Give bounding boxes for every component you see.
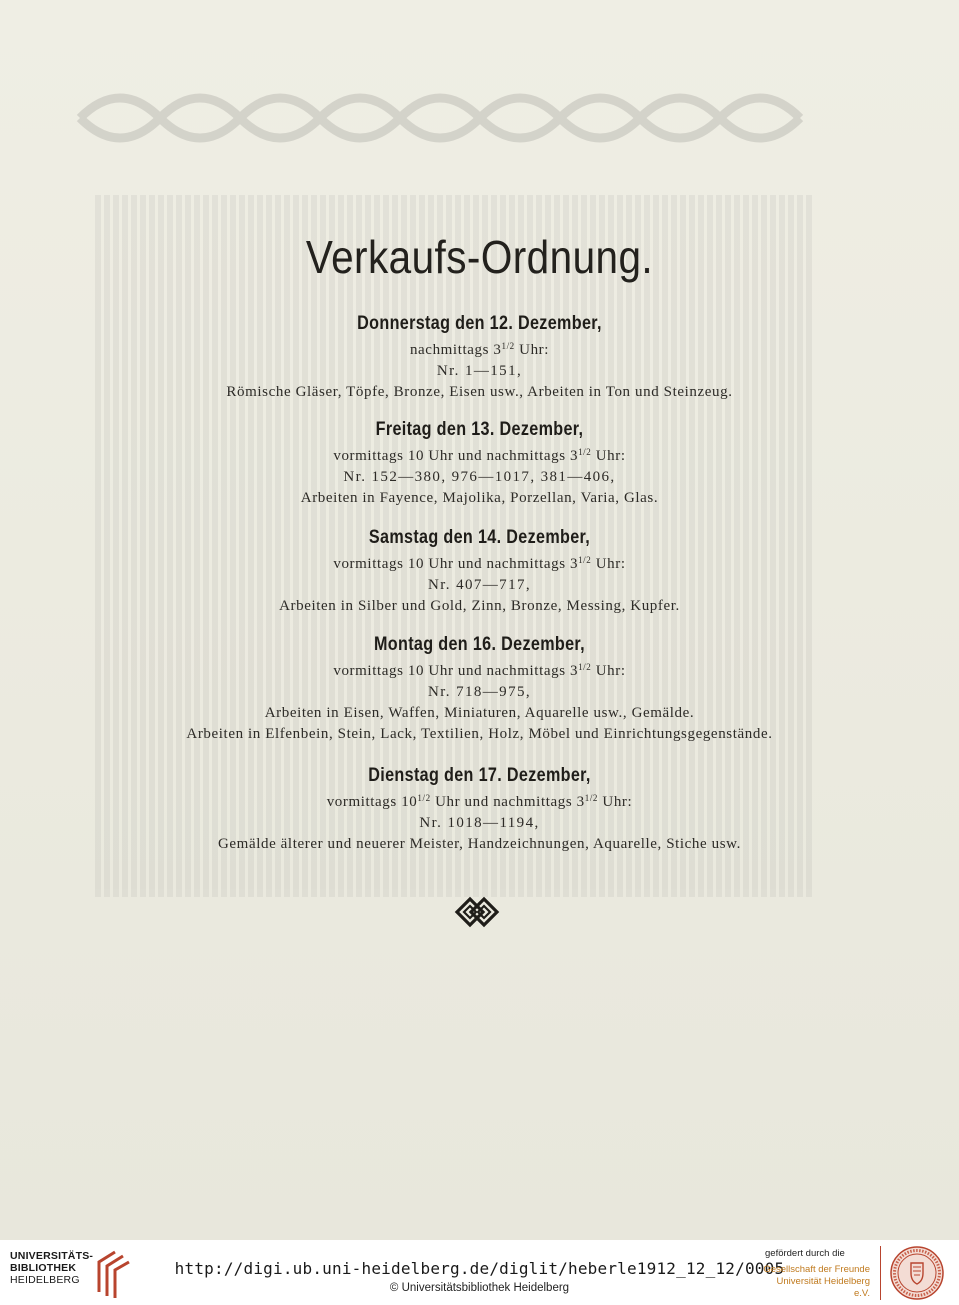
sale-day-section (0, 633, 959, 745)
sale-day-heading: Donnerstag den 12. Dezember, (357, 313, 602, 334)
sale-day-section (0, 312, 959, 403)
library-logo-text[interactable]: UNIVERSITÄTS- BIBLIOTHEK HEIDELBERG (10, 1250, 94, 1286)
bleed-through-ornament (60, 78, 820, 158)
lot-description: Arbeiten in Silber und Gold, Zinn, Bronze, Messing, Kupfer. (279, 598, 680, 614)
lot-numbers: Nr. 407—717, (427, 577, 532, 593)
sale-day-heading: Dienstag den 17. Dezember, (368, 765, 591, 786)
interlaced-diamond-ornament-icon (453, 893, 501, 931)
sale-time: vormittags 10 Uhr und nachmittags $3^{1/2}$ Uhr: (333, 447, 626, 464)
university-seal-icon[interactable] (889, 1245, 945, 1301)
sale-day-section (0, 418, 959, 509)
sale-time: vormittags 10 Uhr und nachmittags $3^{1/2}$ Uhr: (333, 662, 626, 679)
lot-numbers: Nr. 1018—1194, (419, 815, 540, 831)
sale-day-heading: Samstag den 14. Dezember, (368, 527, 591, 548)
sale-day-section (0, 526, 959, 617)
lot-description: Gemälde älterer und neuerer Meister, Handzeichnungen, Aquarelle, Stiche usw. (217, 836, 741, 852)
sale-time: vormittags 10 Uhr und nachmittags $3^{1/2}$ Uhr: (333, 555, 626, 572)
page-title: Verkaufs-Ordnung. (305, 231, 654, 283)
permalink-url[interactable]: http://digi.ub.uni-heidelberg.de/diglit/heberle1912_12_12/0005 (174, 1259, 785, 1278)
lot-numbers: Nr. 1—151, (436, 363, 523, 379)
sale-day-heading: Montag den 16. Dezember, (374, 634, 585, 655)
copyright-notice: © Universitätsbibliothek Heidelberg (389, 1282, 570, 1294)
sale-time: vormittags $10^{1/2}$ Uhr und nachmittags $3^{1/2}$ Uhr: (326, 793, 633, 810)
funded-by-label: gefördert durch die (765, 1248, 845, 1259)
lot-description: Arbeiten in Fayence, Majolika, Porzellan, Varia, Glas. (300, 490, 659, 506)
lot-description: Arbeiten in Elfenbein, Stein, Lack, Textilien, Holz, Möbel und Einrichtungsgegenstände. (186, 726, 773, 742)
sale-time: nachmittags $3^{1/2}$ Uhr: (409, 341, 550, 358)
footer-divider (880, 1246, 881, 1300)
lot-numbers: Nr. 718—975, (427, 684, 532, 700)
sale-day-section (0, 764, 959, 855)
lot-description: Römische Gläser, Töpfe, Bronze, Eisen usw., Arbeiten in Ton und Steinzeug. (226, 384, 733, 400)
sale-day-heading: Freitag den 13. Dezember, (375, 419, 584, 440)
sponsor-name[interactable]: Gesellschaft der Freunde Universität Heidelberg e.V. (763, 1264, 870, 1299)
viewer-footer (0, 1240, 959, 1305)
lot-numbers: Nr. 152—380, 976—1017, 381—406, (343, 469, 616, 485)
lot-description: Arbeiten in Eisen, Waffen, Miniaturen, Aquarelle usw., Gemälde. (264, 705, 695, 721)
